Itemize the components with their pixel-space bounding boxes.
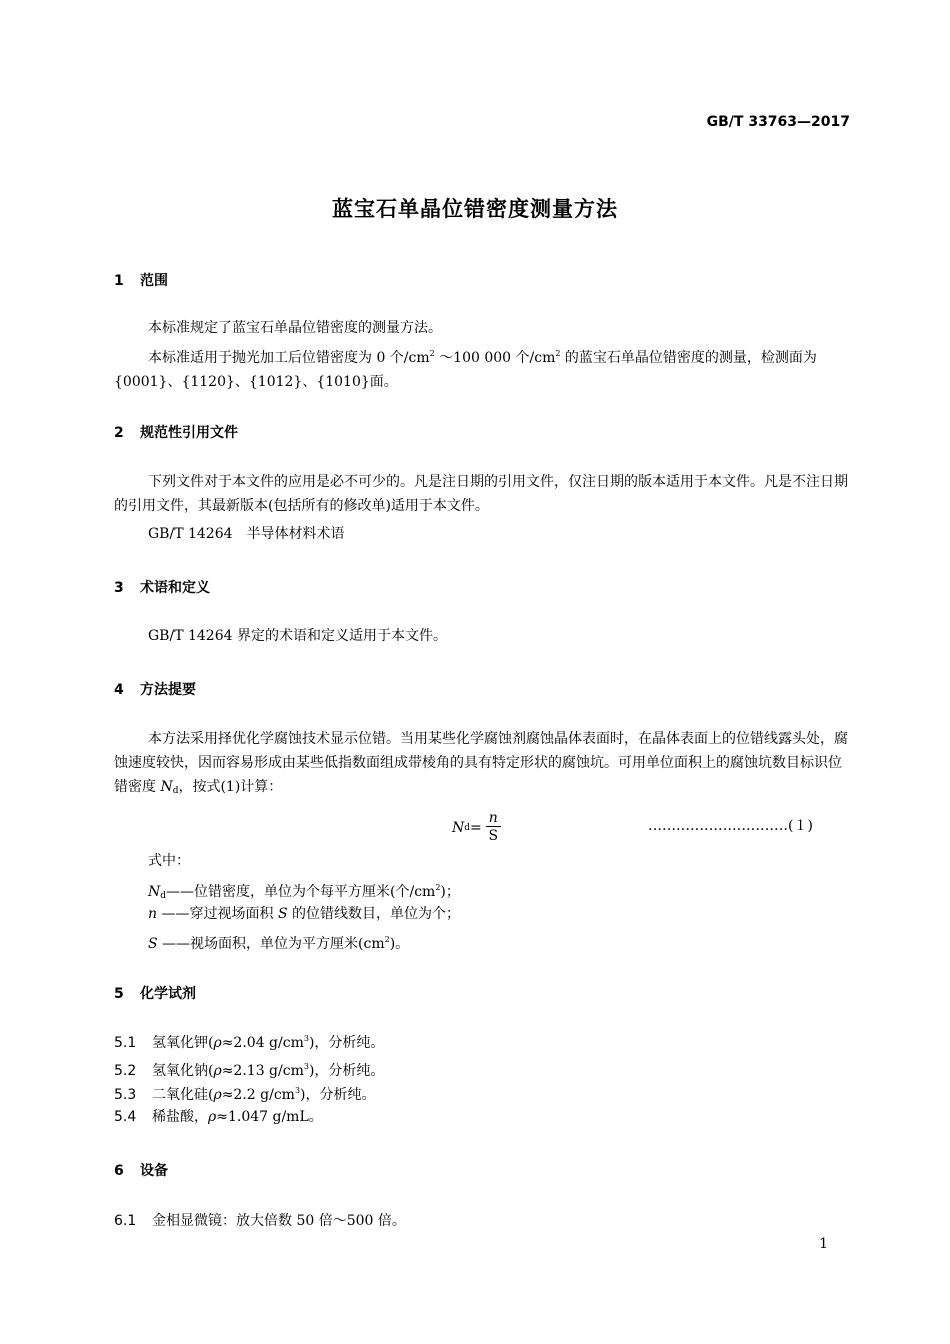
subscript: d xyxy=(464,822,471,833)
variable: ρ xyxy=(213,1035,222,1051)
numerator: n xyxy=(486,810,501,827)
text-run: 稀盐酸， xyxy=(152,1109,208,1125)
text-run: ≈2.04 g/cm xyxy=(221,1035,304,1051)
item-number: 5.1 xyxy=(114,1035,137,1051)
standard-number: GB/T 33763—2017 xyxy=(706,114,850,130)
section-heading-apparatus xyxy=(114,1160,168,1180)
section-number: 2 xyxy=(114,425,124,441)
section-number: 3 xyxy=(114,580,124,596)
section-number: 6 xyxy=(114,1163,124,1179)
text-run: 金相显微镜：放大倍数 50 倍～500 倍。 xyxy=(152,1213,406,1229)
formula xyxy=(452,810,501,845)
text-run: )。 xyxy=(389,936,410,952)
superscript: 2 xyxy=(429,349,435,358)
subscript: d xyxy=(172,786,179,796)
reference-item: GB/T 14264 半导体材料术语 xyxy=(148,526,345,542)
definition-item xyxy=(148,929,409,955)
list-item xyxy=(114,1028,384,1054)
text-run: )； xyxy=(440,884,460,900)
text-run: ≈2.13 g/cm xyxy=(221,1063,304,1079)
section-heading-reagents xyxy=(114,983,196,1003)
text-run: 的位错线数目，单位为个； xyxy=(287,906,460,922)
superscript: 2 xyxy=(555,349,561,358)
text-run: ～100 000 个/cm xyxy=(434,350,556,366)
variable: N xyxy=(160,779,173,795)
equals-sign: = xyxy=(470,819,482,836)
section-title: 设备 xyxy=(140,1163,168,1179)
section-number: 4 xyxy=(114,682,124,698)
item-number: 5.3 xyxy=(114,1087,137,1103)
superscript: 2 xyxy=(435,883,441,892)
text-run: ——穿过视场面积 xyxy=(157,906,278,922)
paragraph xyxy=(114,342,850,394)
text-run: 二氧化硅( xyxy=(152,1087,214,1103)
text-run: 本标准适用于抛光加工后位错密度为 0 个/cm xyxy=(148,350,430,366)
page-title: 蓝宝石单晶位错密度测量方法 xyxy=(332,197,618,221)
page-number: 1 xyxy=(819,1236,828,1252)
text-run: 氢氧化钠( xyxy=(152,1063,214,1079)
text-run: ，按式(1)计算： xyxy=(178,779,283,795)
superscript: 3 xyxy=(294,1086,301,1095)
text-run: )，分析纯。 xyxy=(308,1035,385,1051)
text-run: ≈2.2 g/cm xyxy=(221,1087,295,1103)
list-item xyxy=(114,1080,376,1106)
variable: N xyxy=(148,884,161,900)
item-number: 6.1 xyxy=(114,1213,137,1229)
definition-item xyxy=(148,903,460,925)
variable: S xyxy=(277,906,288,922)
section-title: 范围 xyxy=(140,273,168,289)
text-run: 氢氧化钾( xyxy=(152,1035,214,1051)
formula-lhs: N xyxy=(452,819,465,836)
section-title: 术语和定义 xyxy=(140,580,210,596)
section-number: 5 xyxy=(114,986,124,1002)
text-run: 本方法采用择优化学腐蚀技术显示位错。当用某些化学腐蚀剂腐蚀晶体表面时，在晶体表面上的位错线露头处，腐蚀速度较快，因而容易形成由某些低指数面组成带棱角的具有特定形状的腐蚀坑。可用单位面积上的腐蚀坑数目标识位错密度 xyxy=(114,731,848,795)
list-item xyxy=(114,1106,323,1128)
superscript: 3 xyxy=(303,1062,309,1071)
text-run: 的蓝宝石单晶位错密度的测量，检测面为{0001}、{1120}、{1012}、{1010}面。 xyxy=(114,350,817,390)
variable: n xyxy=(148,906,158,922)
where-label: 式中： xyxy=(148,853,190,869)
section-heading-normative-references xyxy=(114,422,238,442)
section-heading-terms xyxy=(114,577,210,597)
variable: S xyxy=(148,936,158,952)
superscript: 3 xyxy=(303,1034,309,1043)
text-run: ≈1.047 g/mL。 xyxy=(216,1109,323,1125)
section-title: 方法提要 xyxy=(140,682,196,698)
paragraph xyxy=(114,727,850,803)
section-title: 规范性引用文件 xyxy=(140,425,238,441)
list-item xyxy=(114,1056,384,1082)
fraction xyxy=(486,810,501,845)
section-heading-scope xyxy=(114,270,168,290)
section-title: 化学试剂 xyxy=(140,986,196,1002)
variable: ρ xyxy=(213,1087,222,1103)
equation-number: …………………………(１) xyxy=(648,818,813,834)
list-item xyxy=(114,1210,406,1232)
item-number: 5.2 xyxy=(114,1063,137,1079)
section-heading-method-summary xyxy=(114,679,196,699)
text-run: )，分析纯。 xyxy=(308,1063,385,1079)
paragraph: 本标准规定了蓝宝石单晶位错密度的测量方法。 xyxy=(148,320,442,336)
section-number: 1 xyxy=(114,273,124,289)
variable: ρ xyxy=(213,1063,222,1079)
text-run: )，分析纯。 xyxy=(300,1087,376,1103)
text-run: ——视场面积，单位为平方厘米(cm xyxy=(157,936,385,952)
paragraph: GB/T 14264 界定的术语和定义适用于本文件。 xyxy=(148,628,447,644)
variable: ρ xyxy=(208,1109,217,1125)
subscript: d xyxy=(160,891,167,901)
item-number: 5.4 xyxy=(114,1109,137,1125)
superscript: 2 xyxy=(384,935,390,944)
text-run: ——位错密度，单位为个每平方厘米(个/cm xyxy=(166,884,436,900)
denominator: S xyxy=(488,828,499,844)
paragraph: 下列文件对于本文件的应用是必不可少的。凡是注日期的引用文件，仅注日期的版本适用于本文件。凡是不注日期的引用文件，其最新版本(包括所有的修改单)适用于本文件。 xyxy=(114,474,848,514)
